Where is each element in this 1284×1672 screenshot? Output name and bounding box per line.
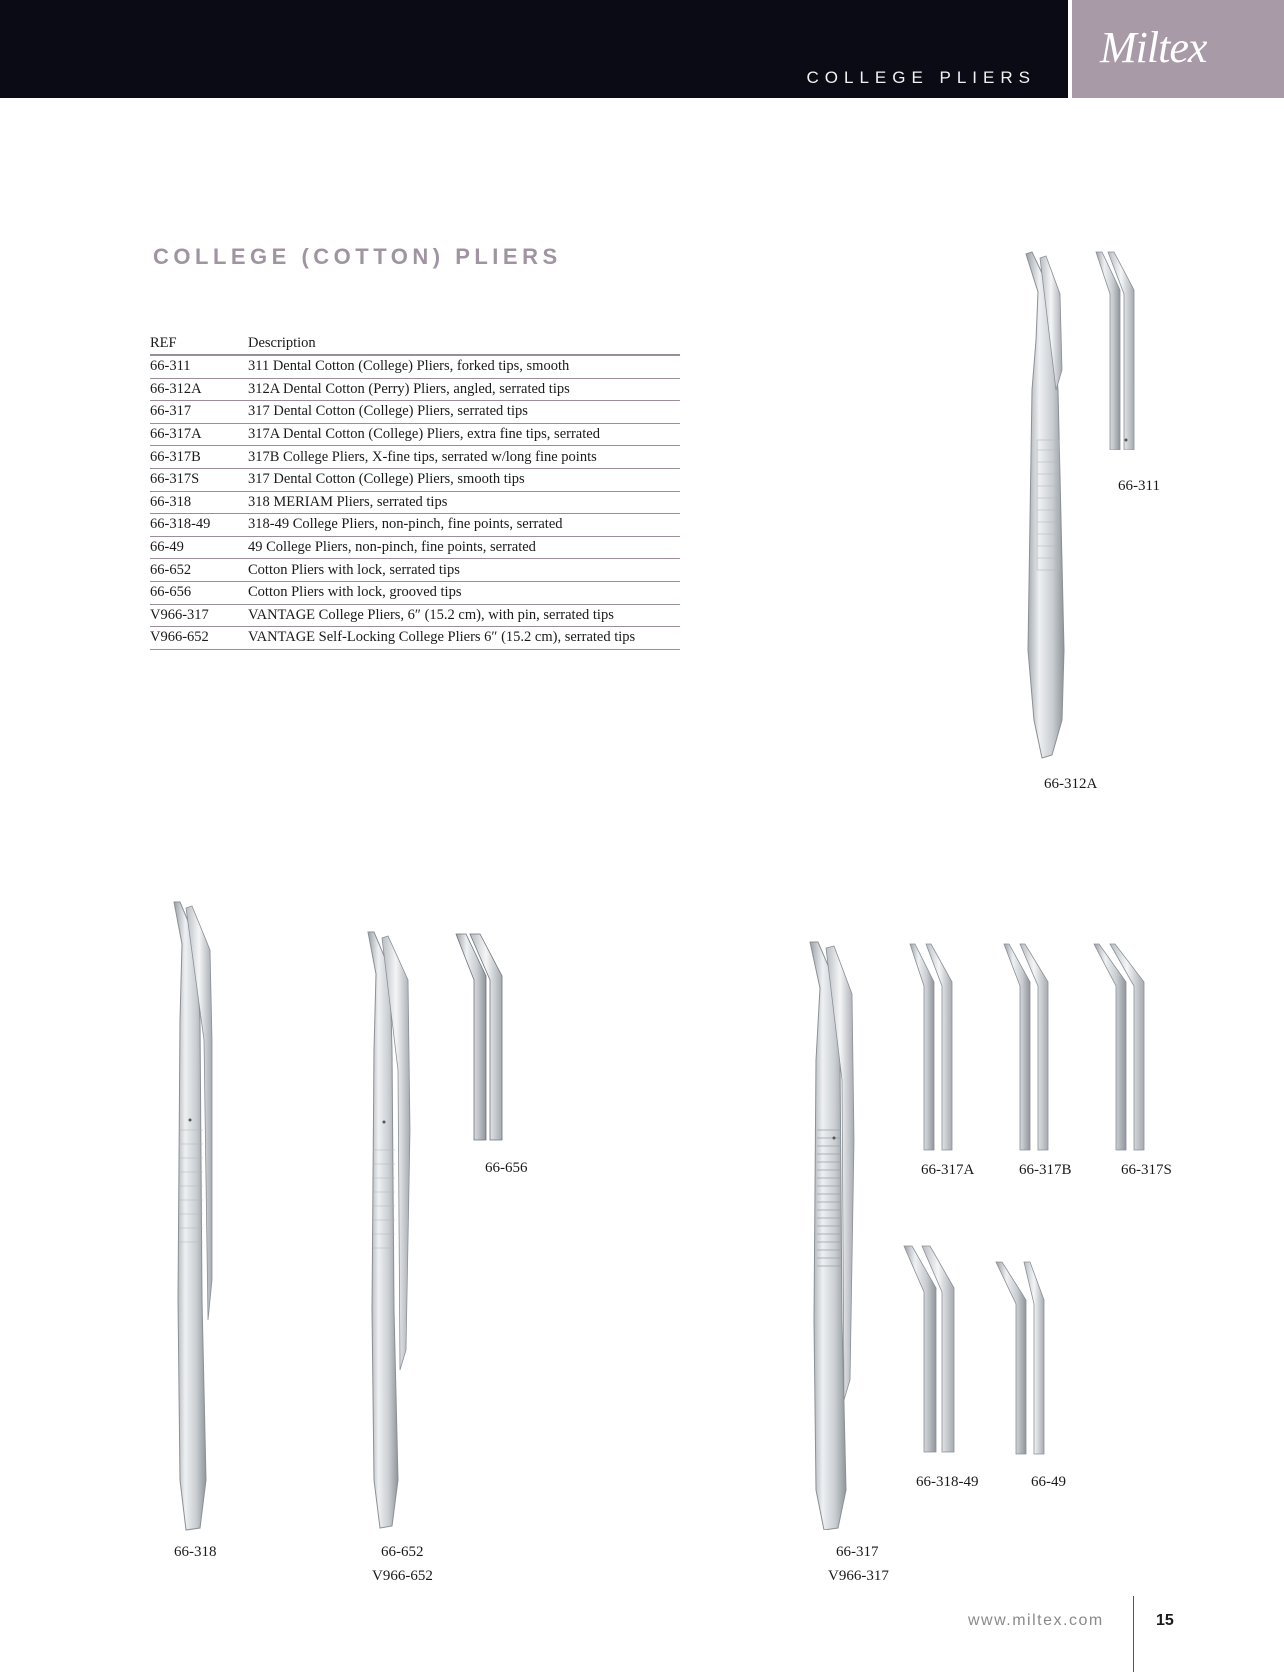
figure-label-66-49: 66-49: [1031, 1474, 1066, 1490]
header-section-title: COLLEGE PLIERS: [806, 68, 1036, 87]
table-row: [150, 401, 680, 424]
ref-cell: 66-317B: [150, 446, 248, 469]
figure-label-66-318: 66-318: [174, 1544, 217, 1560]
table-row: [150, 559, 680, 582]
description-cell: 318-49 College Pliers, non-pinch, fine points, serrated: [248, 514, 680, 537]
ref-cell: 66-49: [150, 536, 248, 559]
table-row: [150, 604, 680, 627]
column-header-description: Description: [248, 333, 680, 355]
ref-cell: 66-317S: [150, 468, 248, 491]
plier-66-318-image: [170, 900, 260, 1540]
brand-logo-text: Miltex: [1100, 23, 1207, 72]
description-cell: VANTAGE College Pliers, 6″ (15.2 cm), with pin, serrated tips: [248, 604, 680, 627]
ref-cell: 66-656: [150, 581, 248, 604]
footer-divider: [1133, 1596, 1134, 1672]
ref-cell: V966-652: [150, 627, 248, 650]
brand-logo: [1072, 0, 1284, 98]
figure-label-v966-317: V966-317: [828, 1568, 889, 1584]
ref-cell: 66-318-49: [150, 514, 248, 537]
table-row: [150, 446, 680, 469]
description-cell: 311 Dental Cotton (College) Pliers, forked tips, smooth: [248, 355, 680, 378]
description-cell: 317 Dental Cotton (College) Pliers, smooth tips: [248, 468, 680, 491]
figure-label-66-317a: 66-317A: [921, 1162, 975, 1178]
product-table: [150, 333, 680, 650]
table-row: [150, 423, 680, 446]
table-row: [150, 536, 680, 559]
header-bar: [0, 0, 1068, 98]
table-row: [150, 378, 680, 401]
page-title: COLLEGE (COTTON) PLIERS: [153, 244, 562, 269]
page-number: 15: [1156, 1612, 1174, 1629]
ref-cell: 66-312A: [150, 378, 248, 401]
table-row: [150, 581, 680, 604]
plier-66-318-49-image: [900, 1244, 980, 1454]
figure-label-66-317s: 66-317S: [1121, 1162, 1172, 1178]
plier-66-317a-image: [906, 942, 976, 1152]
plier-66-317-image: [806, 940, 896, 1530]
description-cell: 317 Dental Cotton (College) Pliers, serrated tips: [248, 401, 680, 424]
table-row: [150, 355, 680, 378]
description-cell: 312A Dental Cotton (Perry) Pliers, angled, serrated tips: [248, 378, 680, 401]
figure-label-66-656: 66-656: [485, 1160, 528, 1176]
plier-66-311-image: [1090, 250, 1160, 450]
description-cell: VANTAGE Self-Locking College Pliers 6″ (15.2 cm), serrated tips: [248, 627, 680, 650]
plier-66-49-image: [994, 1260, 1074, 1456]
figure-label-66-317: 66-317: [836, 1544, 879, 1560]
description-cell: 318 MERIAM Pliers, serrated tips: [248, 491, 680, 514]
figure-label-66-318-49: 66-318-49: [916, 1474, 979, 1490]
description-cell: Cotton Pliers with lock, grooved tips: [248, 581, 680, 604]
description-cell: 317A Dental Cotton (College) Pliers, extra fine tips, serrated: [248, 423, 680, 446]
plier-66-317s-image: [1090, 942, 1170, 1152]
table-row: [150, 627, 680, 650]
figure-label-66-311: 66-311: [1118, 478, 1160, 494]
ref-cell: 66-318: [150, 491, 248, 514]
figure-label-66-317b: 66-317B: [1019, 1162, 1072, 1178]
ref-cell: 66-652: [150, 559, 248, 582]
plier-66-656-image: [452, 932, 532, 1142]
figure-label-66-312a: 66-312A: [1044, 776, 1098, 792]
description-cell: 317B College Pliers, X-fine tips, serrated w/long fine points: [248, 446, 680, 469]
table-row: [150, 491, 680, 514]
description-cell: Cotton Pliers with lock, serrated tips: [248, 559, 680, 582]
description-cell: 49 College Pliers, non-pinch, fine points, serrated: [248, 536, 680, 559]
figure-label-66-652: 66-652: [381, 1544, 424, 1560]
table-row: [150, 468, 680, 491]
footer-url: www.miltex.com: [968, 1612, 1104, 1629]
figure-label-v966-652: V966-652: [372, 1568, 433, 1584]
plier-66-652-image: [364, 930, 454, 1530]
ref-cell: 66-317A: [150, 423, 248, 446]
ref-cell: V966-317: [150, 604, 248, 627]
table-row: [150, 514, 680, 537]
plier-66-317b-image: [1000, 942, 1070, 1152]
table-header-row: [150, 333, 680, 355]
column-header-ref: REF: [150, 333, 248, 355]
ref-cell: 66-311: [150, 355, 248, 378]
ref-cell: 66-317: [150, 401, 248, 424]
